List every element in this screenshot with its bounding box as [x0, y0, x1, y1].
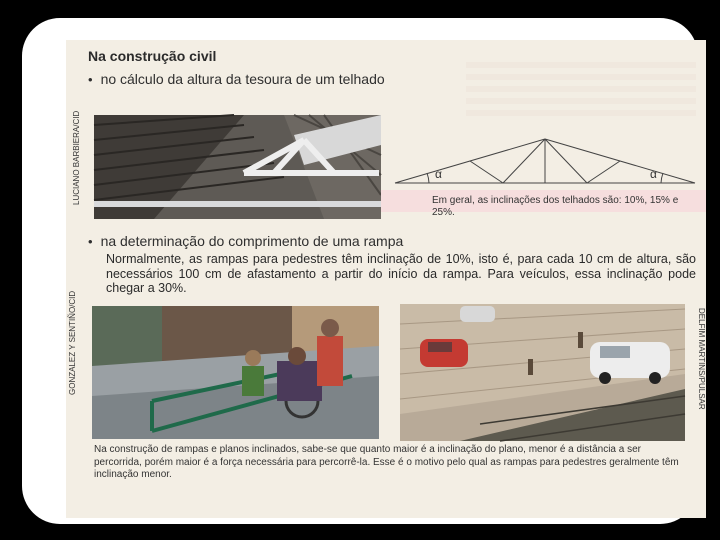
ramp-paragraph: Normalmente, as rampas para pedestres têm inclinação de 10%, isto é, para cada 10 cm de altura, são necessários 100 cm de afastamento a partir do início da rampa. Para veículos, essa inclinação pode chegar a 30%.: [106, 252, 696, 295]
bullet-ramp-text: na determinação do comprimento de uma rampa: [100, 233, 404, 249]
street-ramp-photo: [400, 304, 685, 441]
roof-truss-diagram: [393, 135, 703, 195]
pedestrian-ramp-photo: [92, 306, 379, 439]
angle-right-label: α: [650, 167, 657, 181]
textbook-page: [66, 40, 706, 518]
ramp-caption: Na construção de rampas e planos inclinados, sabe-se que quanto maior é a inclinação do plano, menor é a distância a ser percorrida, porém maior é a força necessária para percorrê-la. Esse é o motivo pelo qual as rampas para pedestres geralmente têm inclinação menor.: [94, 444, 679, 480]
bullet-dot: •: [88, 234, 93, 249]
faded-background-text: [466, 62, 696, 122]
bullet-ramp: [88, 233, 403, 249]
section-heading: Na construção civil: [88, 48, 217, 64]
roof-caption: Em geral, as inclinações dos telhados são: 10%, 15% e 25%.: [432, 195, 679, 218]
photo-credit-ramp: GONZALEZ Y SENTIÑO/CID: [68, 290, 77, 395]
roof-truss-photo: [94, 115, 381, 219]
photo-credit-roof: LUCIANO BARBIERA/CID: [72, 110, 81, 205]
slide-frame: [22, 18, 706, 524]
bullet-dot: •: [88, 72, 93, 87]
photo-credit-street: DELFIM MARTINS/PULSAR: [697, 308, 706, 410]
bullet-roof-text: no cálculo da altura da tesoura de um telhado: [100, 71, 385, 87]
angle-left-label: α: [435, 167, 442, 181]
bullet-roof: [88, 71, 385, 87]
